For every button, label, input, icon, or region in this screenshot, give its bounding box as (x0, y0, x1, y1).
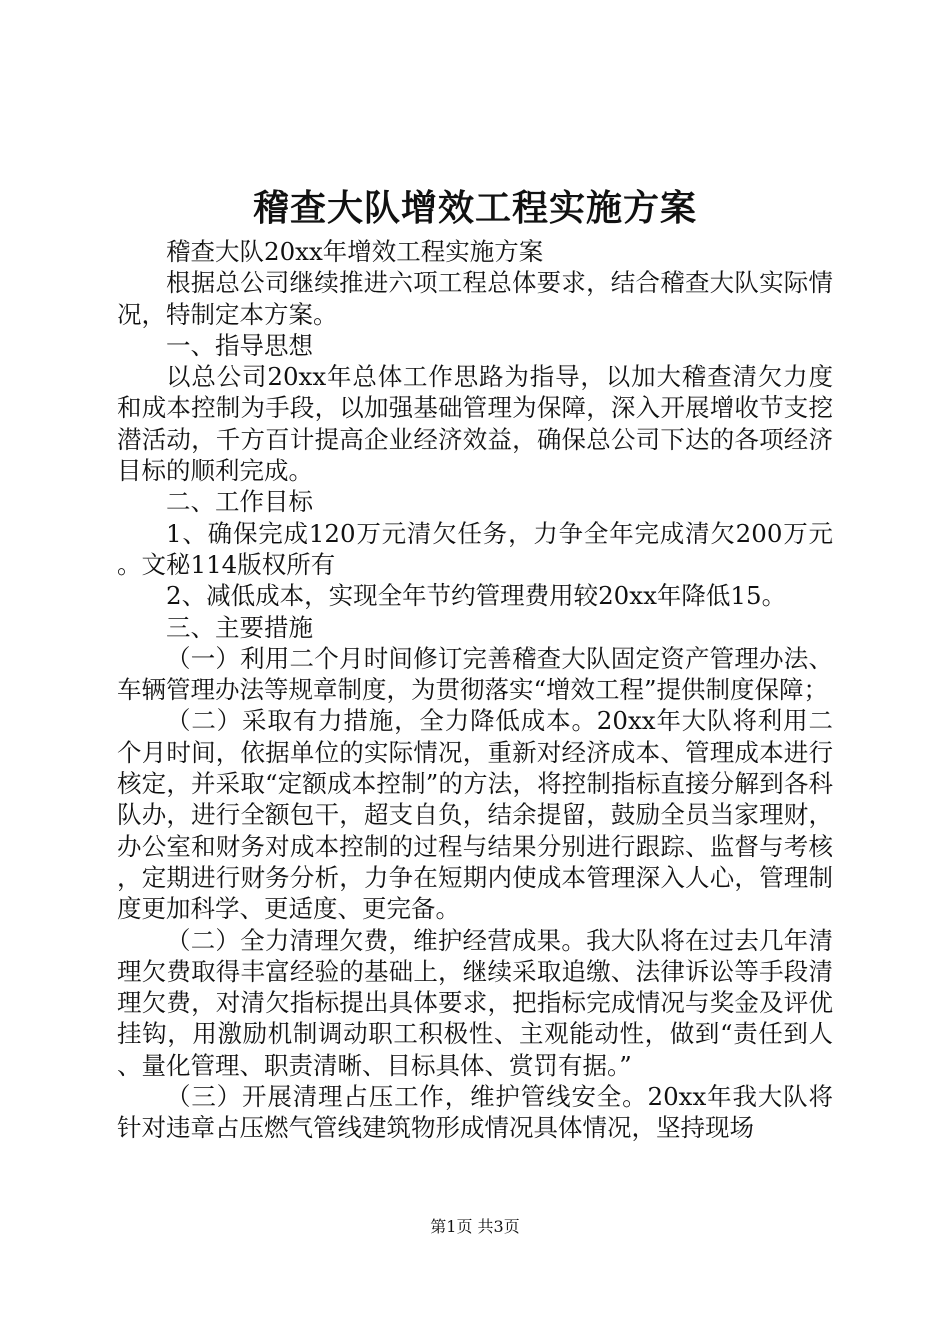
paragraph-measure-4: （三）开展清理占压工作，维护管线安全。20xx年我大队将针对违章占压燃气管线建筑物形成情况具体情况，坚持现场 (117, 1082, 833, 1143)
paragraph-intro: 根据总公司继续推进六项工程总体要求，结合稽查大队实际情况，特制定本方案。 (117, 268, 833, 329)
section-heading-main-measures: 三、主要措施 (166, 612, 313, 642)
paragraph-subtitle: 稽查大队20xx年增效工程实施方案 (166, 237, 544, 266)
document-body (117, 236, 833, 1144)
paragraph-guiding-ideology: 以总公司20xx年总体工作思路为指导，以加大稽查清欠力度和成本控制为手段，以加强基础管理为保障，深入开展增收节支挖潜活动，千方百计提高企业经济效益，确保总公司下达的各项经济目标的顺利完成。 (117, 362, 833, 486)
document-title: 稽查大队增效工程实施方案 (252, 187, 697, 229)
paragraph-goal-2: 2、减低成本，实现全年节约管理费用较20xx年降低15。 (166, 581, 787, 611)
paragraph-measure-3: （二）全力清理欠费，维护经营成果。我大队将在过去几年清理欠费取得丰富经验的基础上，继续采取追缴、法律诉讼等手段清理欠费，对清欠指标提出具体要求，把指标完成情况与奖金及评优挂钩，用激励机制调动职工积极性、主观能动性，做到“责任到人、量化管理、职责清晰、目标具体、赏罚有据。” (117, 925, 833, 1080)
section-heading-guiding-ideology: 一、指导思想 (166, 330, 313, 360)
paragraph-goal-1: 1、确保完成120万元清欠任务，力争全年完成清欠200万元。文秘114版权所有 (117, 518, 833, 579)
section-heading-work-goals: 二、工作目标 (166, 487, 313, 517)
page-footer: 第1页 共3页 (430, 1217, 520, 1236)
paragraph-measure-2: （二）采取有力措施，全力降低成本。20xx年大队将利用二个月时间，依据单位的实际情况，重新对经济成本、管理成本进行核定，并采取“定额成本控制”的方法，将控制指标直接分解到各科队办，进行全额包干，超支自负，结余提留，鼓励全员当家理财，办公室和财务对成本控制的过程与结果分别进行跟踪、监督与考核，定期进行财务分析，力争在短期内使成本管理深入人心，管理制度更加科学、更适度、更完备。 (117, 706, 833, 924)
paragraph-measure-1: （一）利用二个月时间修订完善稽查大队固定资产管理办法、车辆管理办法等规章制度，为贯彻落实“增效工程”提供制度保障； (117, 643, 833, 705)
